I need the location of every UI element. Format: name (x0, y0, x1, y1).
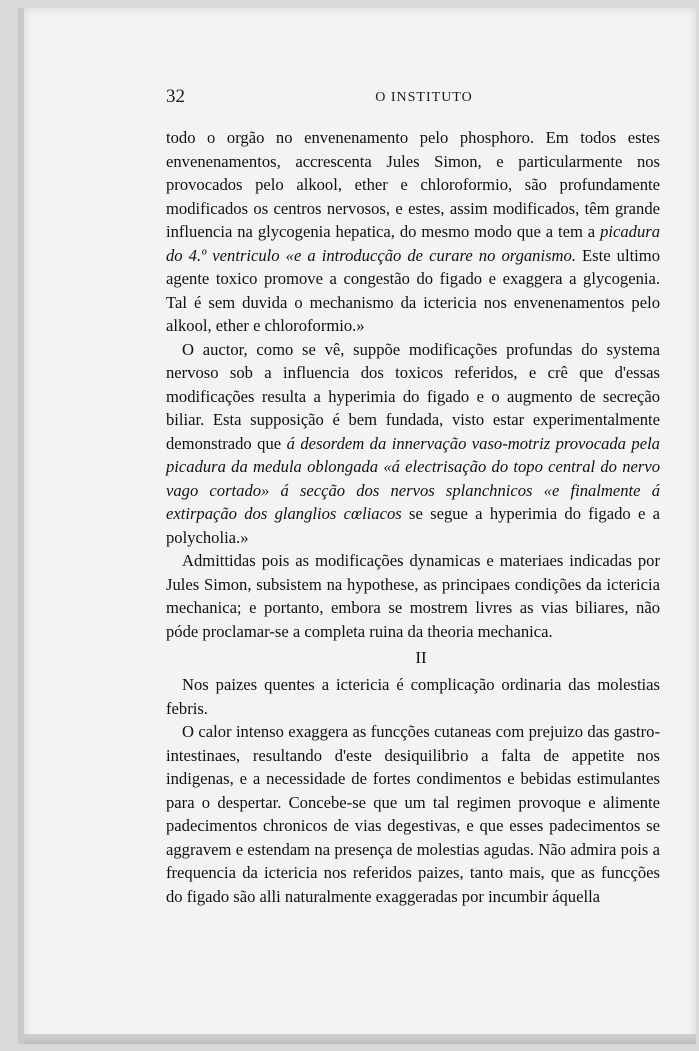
italic-quote: picadura do 4.º ventriculo «e a introducção de curare no organismo. (166, 222, 660, 265)
book-page (18, 8, 696, 1044)
paragraph-4: Nos paizes quentes a ictericia é complicação ordinaria das molestias febris. (166, 675, 660, 718)
paragraph-1: todo o orgão no envenenamento pelo phosphoro. Em todos estes envenenamentos, accrescenta Jules Simon, e particularmente nos provocados pelo alkool, ether e chloroformio, são profundamente modificados os centros nervosos, e estes, assim modificados, têm grande influencia na glycogenia hepatica, do mesmo modo que a tem a picadura do 4.º ventriculo «e a introducção de curare no organismo. Este ultimo agente toxico promove a congestão do figado e exaggera a glycogenia. Tal é sem duvida o mechanismo da ictericia nos envenenamentos pelo alkool, ether e chloroformio.» (166, 128, 660, 335)
running-title: O INSTITUTO (375, 90, 473, 105)
italic-quote: á desordem da innervação vaso-motriz provocada pela picadura da medula oblongada «á electrisação do topo central do nervo vago cortado» á secção dos nervos splanchnicos «e finalmente á extirpação dos glanglios cœliacos (166, 433, 660, 523)
paragraph-2: O auctor, como se vê, suppõe modificações profundas do systema nervoso sob a influencia dos toxicos referidos, e crê que d'essas modificações resulta a hyperimia do figado e o augmento de secreção biliar. Esta supposição é bem fundada, visto estar experimentalmente demonstrado que á desordem da innervação vaso-motriz provocada pela picadura da medula oblongada «á electrisação do topo central do nervo vago cortado» á secção dos nervos splanchnicos «e finalmente á extirpação dos glanglios cœliacos se segue a hyperimia do figado e a polycholia.» (166, 339, 660, 547)
body-text (166, 126, 660, 908)
paragraph-5: O calor intenso exaggera as funcções cutaneas com prejuizo das gastro-intestinaes, resultando d'este desiquilibrio a falta de appetite nos indigenas, e a necessidade de fortes condimentos e bebidas estimulantes para o despertar. Concebe-se que um tal regimen provoque e alimente padecimentos chronicos de vias degestivas, e que esses padecimentos se aggravem e estendam na presença de molestias agudas. Não admira pois a frequencia da ictericia nos referidos paizes, tanto mais, que as funcções do figado são alli naturalmente exaggeradas por incumbir áquella (166, 722, 660, 906)
page-bottom-edge (24, 1034, 696, 1044)
page-number: 32 (166, 86, 185, 107)
section-heading: II (415, 648, 427, 667)
paragraph-3: Admittidas pois as modificações dynamicas e materiaes indicadas por Jules Simon, subsistem na hypothese, as principaes condições da ictericia mechanica; e portanto, embora se mostrem livres as vias biliares, não póde proclamar-se a completa ruina da theoria mechanica. (166, 551, 660, 641)
